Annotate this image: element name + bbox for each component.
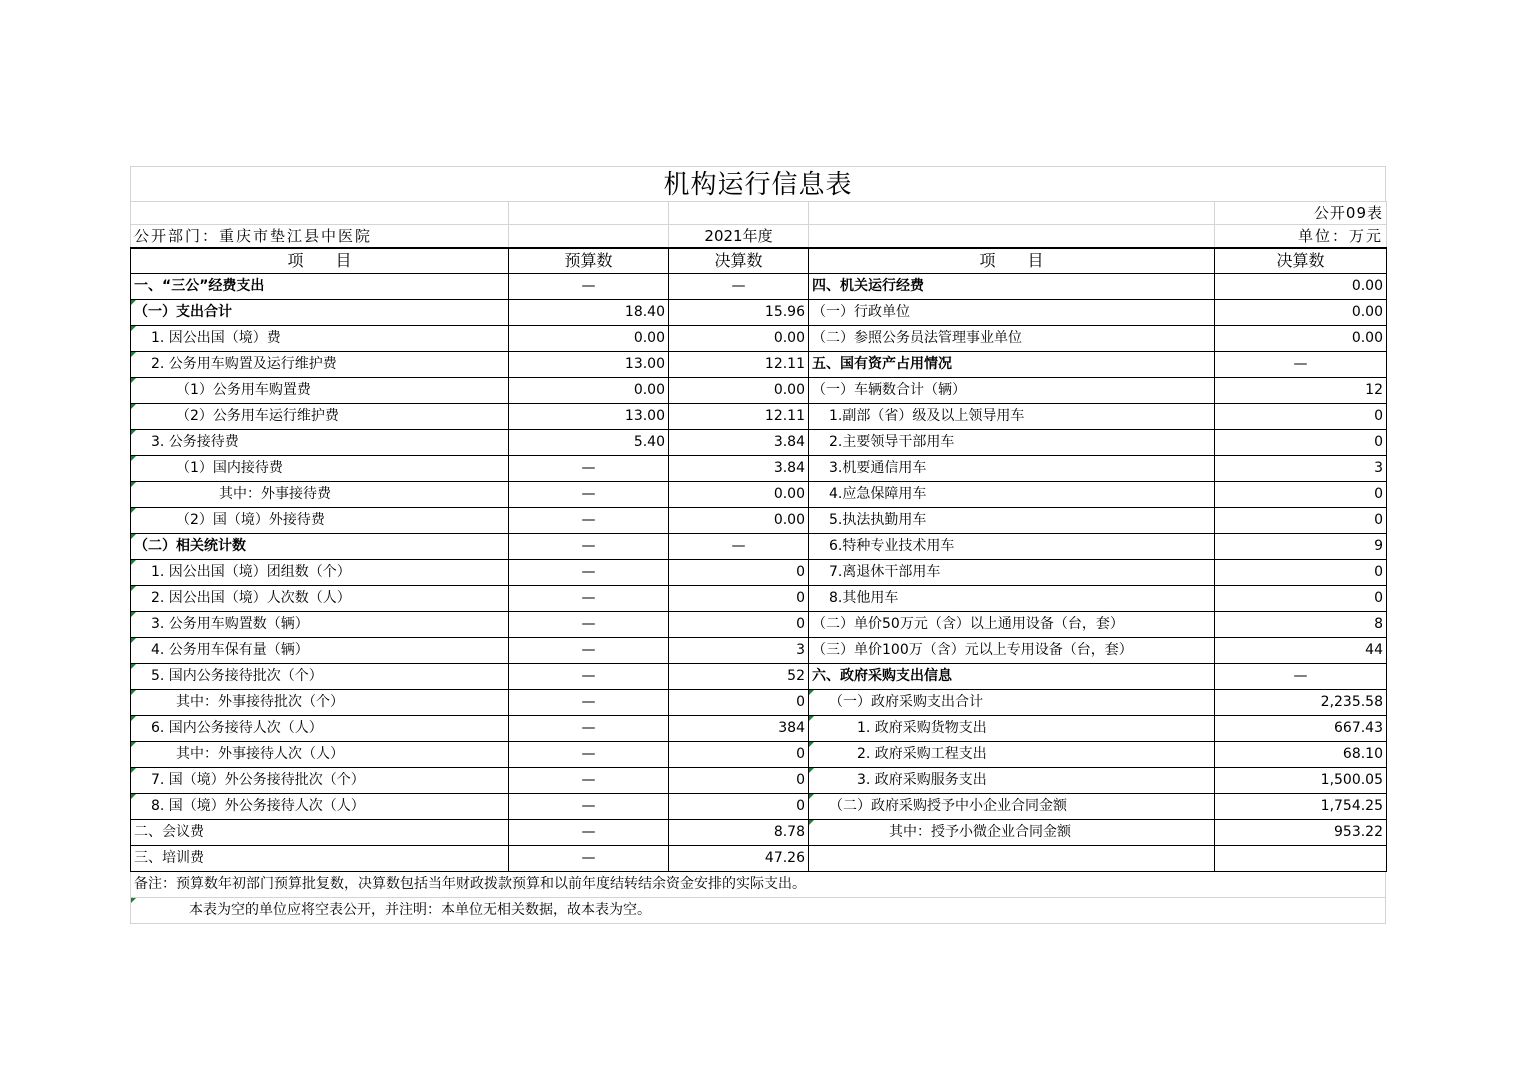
notes-table [130, 872, 1386, 924]
row-final-value: 0 [669, 742, 809, 768]
row-item-label: （一）支出合计 [131, 300, 509, 326]
row-item-label: 3. 公务接待费 [131, 430, 509, 456]
dept-row [131, 225, 1387, 248]
table-row [131, 820, 1387, 846]
department-name: 公开部门：重庆市垫江县中医院 [131, 225, 509, 248]
row-item-label: 其中：外事接待人次（人） [131, 742, 509, 768]
row-budget-value: — [509, 456, 669, 482]
table-row [131, 742, 1387, 768]
row-item-label: 4. 公务用车保有量（辆） [131, 638, 509, 664]
row-budget-value: — [509, 612, 669, 638]
col-header-final-right: 决算数 [1215, 249, 1387, 274]
table-row [131, 404, 1387, 430]
row-item-label: （二）相关统计数 [131, 534, 509, 560]
row-right-item-label: 4.应急保障用车 [809, 482, 1215, 508]
row-final-value: 0.00 [669, 378, 809, 404]
row-budget-value: — [509, 534, 669, 560]
row-right-final-value: 0 [1215, 482, 1387, 508]
row-item-label: （2）国（境）外接待费 [131, 508, 509, 534]
row-budget-value: 13.00 [509, 352, 669, 378]
fiscal-year: 2021年度 [669, 225, 809, 248]
row-right-item-label: 5.执法执勤用车 [809, 508, 1215, 534]
row-final-value: — [669, 274, 809, 300]
table-row [131, 534, 1387, 560]
table-row [131, 638, 1387, 664]
row-item-label: 二、会议费 [131, 820, 509, 846]
row-right-item-label: 1. 政府采购货物支出 [809, 716, 1215, 742]
row-right-final-value: — [1215, 352, 1387, 378]
note-row [131, 872, 1386, 898]
col-header-budget: 预算数 [509, 249, 669, 274]
row-budget-value: — [509, 768, 669, 794]
table-row [131, 690, 1387, 716]
row-budget-value: — [509, 482, 669, 508]
row-right-final-value: 1,754.25 [1215, 794, 1387, 820]
table-row [131, 482, 1387, 508]
row-right-item-label: 3. 政府采购服务支出 [809, 768, 1215, 794]
row-item-label: 5. 国内公务接待批次（个） [131, 664, 509, 690]
row-budget-value: — [509, 586, 669, 612]
row-right-final-value: 9 [1215, 534, 1387, 560]
row-right-final-value: 667.43 [1215, 716, 1387, 742]
table-row [131, 846, 1387, 872]
col-header-final: 决算数 [669, 249, 809, 274]
note-row [131, 898, 1386, 924]
row-right-item-label [809, 846, 1215, 872]
row-final-value: 0 [669, 768, 809, 794]
row-right-final-value: 0.00 [1215, 326, 1387, 352]
table-row [131, 716, 1387, 742]
row-budget-value: — [509, 794, 669, 820]
row-right-item-label: 8.其他用车 [809, 586, 1215, 612]
table-row [131, 508, 1387, 534]
row-right-item-label: 7.离退休干部用车 [809, 560, 1215, 586]
row-right-item-label: 四、机关运行经费 [809, 274, 1215, 300]
row-final-value: 3.84 [669, 456, 809, 482]
row-right-final-value: 3 [1215, 456, 1387, 482]
row-right-final-value: 0.00 [1215, 274, 1387, 300]
page-title: 机构运行信息表 [130, 166, 1386, 201]
row-budget-value: 0.00 [509, 378, 669, 404]
row-right-final-value: 0 [1215, 586, 1387, 612]
table-row [131, 378, 1387, 404]
row-item-label: 2. 公务用车购置及运行维护费 [131, 352, 509, 378]
col-header-item-right: 项 目 [809, 249, 1215, 274]
row-right-item-label: 2. 政府采购工程支出 [809, 742, 1215, 768]
row-budget-value: — [509, 690, 669, 716]
row-budget-value: — [509, 742, 669, 768]
row-final-value: 3 [669, 638, 809, 664]
table-row [131, 664, 1387, 690]
row-right-item-label: （一）行政单位 [809, 300, 1215, 326]
form-no-row [131, 202, 1387, 225]
row-right-final-value: 953.22 [1215, 820, 1387, 846]
row-budget-value: 18.40 [509, 300, 669, 326]
row-budget-value: — [509, 846, 669, 872]
row-right-item-label: 其中：授予小微企业合同金额 [809, 820, 1215, 846]
row-right-item-label: （三）单价100万（含）元以上专用设备（台，套） [809, 638, 1215, 664]
row-final-value: 15.96 [669, 300, 809, 326]
table-row [131, 456, 1387, 482]
row-right-final-value: 0 [1215, 404, 1387, 430]
row-right-final-value: 1,500.05 [1215, 768, 1387, 794]
row-item-label: 6. 国内公务接待人次（人） [131, 716, 509, 742]
row-final-value: 0.00 [669, 508, 809, 534]
row-right-final-value: — [1215, 664, 1387, 690]
row-right-item-label: （一）车辆数合计（辆） [809, 378, 1215, 404]
row-right-item-label: 六、政府采购支出信息 [809, 664, 1215, 690]
row-budget-value: — [509, 638, 669, 664]
table-body [131, 274, 1387, 872]
row-right-final-value: 8 [1215, 612, 1387, 638]
row-right-final-value: 44 [1215, 638, 1387, 664]
header-table [130, 201, 1387, 248]
row-budget-value: — [509, 664, 669, 690]
table-row [131, 768, 1387, 794]
unit-label: 单位：万元 [1215, 225, 1387, 248]
row-right-item-label: 2.主要领导干部用车 [809, 430, 1215, 456]
row-budget-value: 13.00 [509, 404, 669, 430]
row-final-value: 12.11 [669, 352, 809, 378]
row-right-item-label: （一）政府采购支出合计 [809, 690, 1215, 716]
note-2: 本表为空的单位应将空表公开，并注明：本单位无相关数据，故本表为空。 [131, 898, 1386, 924]
row-final-value: 3.84 [669, 430, 809, 456]
row-final-value: 0 [669, 560, 809, 586]
row-item-label: 其中：外事接待费 [131, 482, 509, 508]
row-item-label: 7. 国（境）外公务接待批次（个） [131, 768, 509, 794]
row-budget-value: — [509, 820, 669, 846]
table-row [131, 430, 1387, 456]
table-row [131, 274, 1387, 300]
table-row [131, 794, 1387, 820]
row-budget-value: — [509, 508, 669, 534]
row-budget-value: — [509, 716, 669, 742]
row-item-label: 其中：外事接待批次（个） [131, 690, 509, 716]
form-number: 公开09表 [1215, 202, 1387, 225]
table-row [131, 300, 1387, 326]
row-right-final-value: 0 [1215, 560, 1387, 586]
row-right-final-value: 0 [1215, 430, 1387, 456]
info-sheet [130, 166, 1386, 924]
row-right-final-value: 68.10 [1215, 742, 1387, 768]
row-item-label: （2）公务用车运行维护费 [131, 404, 509, 430]
main-table [130, 248, 1387, 872]
row-right-item-label: 五、国有资产占用情况 [809, 352, 1215, 378]
row-item-label: （1）国内接待费 [131, 456, 509, 482]
row-right-item-label: 6.特种专业技术用车 [809, 534, 1215, 560]
row-right-final-value: 2,235.58 [1215, 690, 1387, 716]
note-1: 备注：预算数年初部门预算批复数，决算数包括当年财政拨款预算和以前年度结转结余资金安排的实际支出。 [131, 872, 1386, 898]
row-budget-value: 5.40 [509, 430, 669, 456]
row-item-label: 2. 因公出国（境）人次数（人） [131, 586, 509, 612]
row-item-label: 一、“三公”经费支出 [131, 274, 509, 300]
column-header-row [131, 249, 1387, 274]
row-item-label: 三、培训费 [131, 846, 509, 872]
row-final-value: 52 [669, 664, 809, 690]
row-right-final-value: 12 [1215, 378, 1387, 404]
row-item-label: 1. 因公出国（境）费 [131, 326, 509, 352]
row-budget-value: — [509, 274, 669, 300]
row-final-value: 0 [669, 690, 809, 716]
row-right-final-value: 0 [1215, 508, 1387, 534]
row-final-value: 47.26 [669, 846, 809, 872]
row-right-final-value: 0.00 [1215, 300, 1387, 326]
row-final-value: 8.78 [669, 820, 809, 846]
col-header-item: 项 目 [131, 249, 509, 274]
row-budget-value: — [509, 560, 669, 586]
row-final-value: 0 [669, 586, 809, 612]
row-final-value: 0 [669, 794, 809, 820]
table-row [131, 560, 1387, 586]
row-right-final-value [1215, 846, 1387, 872]
row-final-value: 12.11 [669, 404, 809, 430]
row-final-value: 384 [669, 716, 809, 742]
row-right-item-label: （二）政府采购授予中小企业合同金额 [809, 794, 1215, 820]
table-row [131, 326, 1387, 352]
table-row [131, 352, 1387, 378]
row-item-label: 8. 国（境）外公务接待人次（人） [131, 794, 509, 820]
table-row [131, 586, 1387, 612]
row-final-value: 0.00 [669, 326, 809, 352]
row-final-value: — [669, 534, 809, 560]
row-item-label: （1）公务用车购置费 [131, 378, 509, 404]
row-item-label: 3. 公务用车购置数（辆） [131, 612, 509, 638]
row-final-value: 0 [669, 612, 809, 638]
table-row [131, 612, 1387, 638]
row-right-item-label: 1.副部（省）级及以上领导用车 [809, 404, 1215, 430]
row-right-item-label: （二）单价50万元（含）以上通用设备（台，套） [809, 612, 1215, 638]
row-item-label: 1. 因公出国（境）团组数（个） [131, 560, 509, 586]
row-budget-value: 0.00 [509, 326, 669, 352]
row-right-item-label: 3.机要通信用车 [809, 456, 1215, 482]
row-right-item-label: （二）参照公务员法管理事业单位 [809, 326, 1215, 352]
row-final-value: 0.00 [669, 482, 809, 508]
